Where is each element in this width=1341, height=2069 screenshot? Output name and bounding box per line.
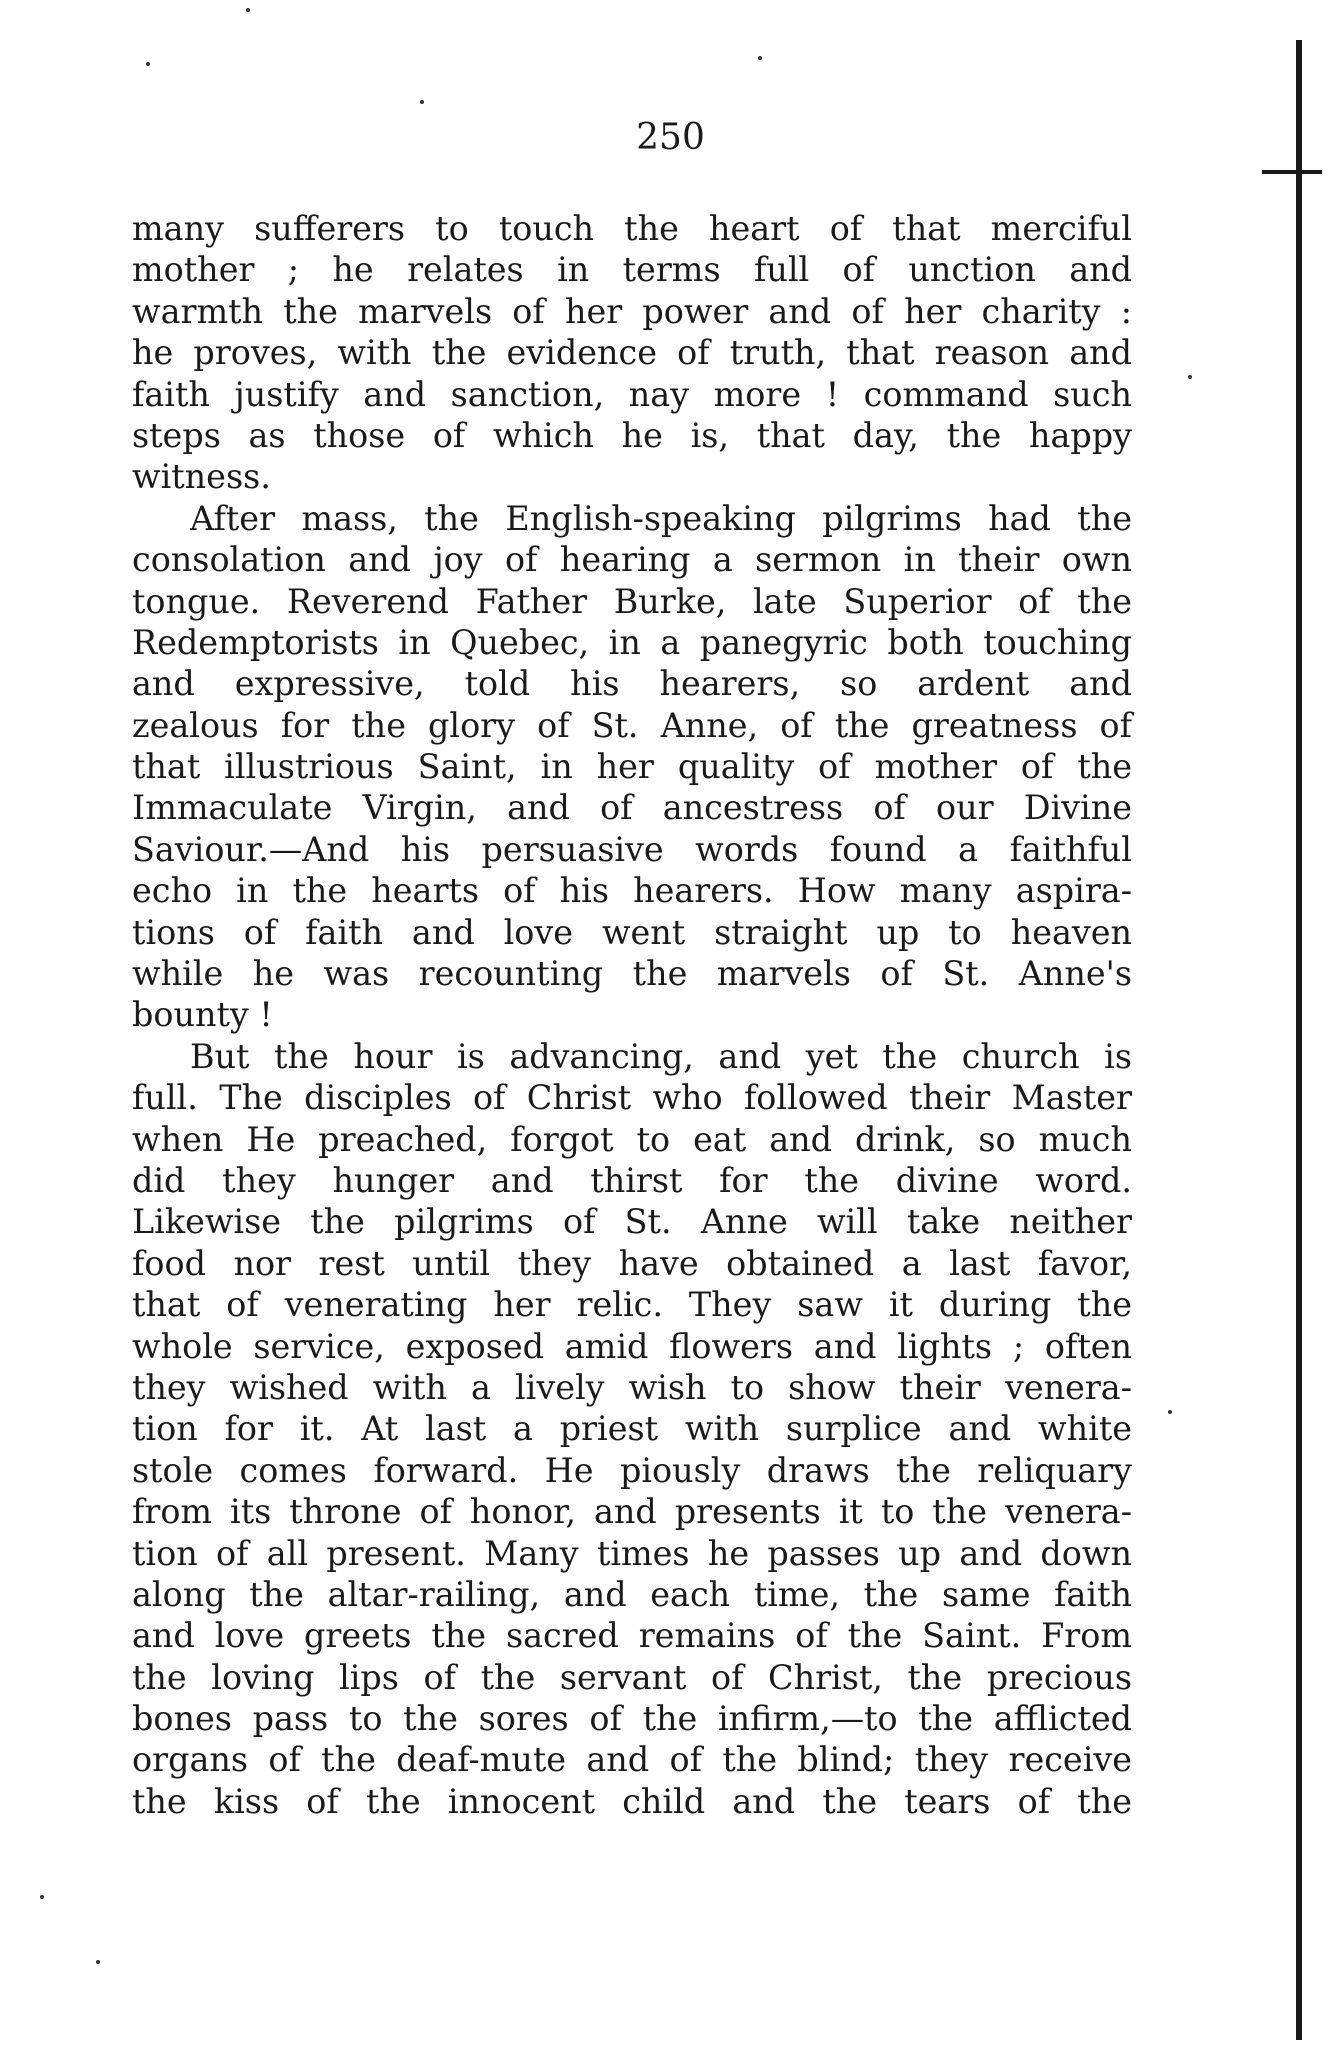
scan-speck <box>96 1960 100 1964</box>
scan-speck <box>1168 1410 1172 1414</box>
text-line: faith justify and sanction, nay more ! command such <box>132 374 1132 414</box>
page-edge-mark <box>1262 170 1322 174</box>
text-line: many sufferers to touch the heart of that merciful <box>132 209 1132 248</box>
text-line: tion for it. At last a priest with surplice and white <box>132 1409 1132 1449</box>
text-line: from its throne of honor, and presents it to the venera- <box>132 1492 1132 1532</box>
text-line: they wished with a lively wish to show their venera- <box>132 1367 1132 1407</box>
text-line: bones pass to the sores of the infirm,—to the afflicted <box>132 1699 1132 1739</box>
text-line: warmth the marvels of her power and of her charity : <box>132 291 1132 331</box>
scan-speck <box>1188 375 1192 379</box>
text-line: Redemptorists in Quebec, in a panegyric both touching <box>132 622 1132 662</box>
page-number: 250 <box>636 117 705 158</box>
text-line: organs of the deaf-mute and of the blind; they receive <box>132 1740 1132 1780</box>
text-line: But the hour is advancing, and yet the church is <box>190 1036 1132 1076</box>
page-edge-shadow <box>1296 40 1302 2040</box>
text-line: stole comes forward. He piously draws the reliquary <box>132 1450 1132 1490</box>
text-line: while he was recounting the marvels of St. Anne's <box>132 954 1132 994</box>
text-line: full. The disciples of Christ who followed their Master <box>132 1078 1132 1118</box>
scan-speck <box>146 62 150 66</box>
text-line: zealous for the glory of St. Anne, of the greatness of <box>132 705 1132 745</box>
text-line: and expressive, told his hearers, so ardent and <box>132 664 1132 704</box>
text-line: along the altar-railing, and each time, the same faith <box>132 1574 1132 1614</box>
text-line: the kiss of the innocent child and the tears of the <box>132 1781 1132 1821</box>
text-line: and love greets the sacred remains of the Saint. From <box>132 1616 1132 1656</box>
body-text <box>132 208 1132 1822</box>
scan-speck <box>758 56 762 60</box>
scan-speck <box>246 8 250 12</box>
scan-speck <box>420 100 424 104</box>
text-line: witness. <box>132 457 271 497</box>
text-line: Saviour.—And his persuasive words found a faithful <box>132 829 1132 869</box>
text-line: food nor rest until they have obtained a last favor, <box>132 1243 1132 1283</box>
text-line: the loving lips of the servant of Christ, the precious <box>132 1657 1132 1697</box>
text-line: echo in the hearts of his hearers. How many aspira- <box>132 871 1132 911</box>
text-line: tion of all present. Many times he passes up and down <box>132 1533 1132 1573</box>
text-line: After mass, the English-speaking pilgrims had the <box>190 498 1132 538</box>
text-line: steps as those of which he is, that day, the happy <box>132 415 1132 455</box>
text-line: bounty ! <box>132 995 273 1035</box>
text-line: tongue. Reverend Father Burke, late Superior of the <box>132 581 1132 621</box>
text-line: that illustrious Saint, in her quality of mother of the <box>132 747 1132 787</box>
text-line: whole service, exposed amid flowers and lights ; often <box>132 1326 1132 1366</box>
text-line: consolation and joy of hearing a sermon in their own <box>132 540 1132 580</box>
text-line: did they hunger and thirst for the divine word. <box>132 1160 1132 1200</box>
text-line: tions of faith and love went straight up to heaven <box>132 912 1132 952</box>
text-line: when He preached, forgot to eat and drink, so much <box>132 1119 1132 1159</box>
text-line: mother ; he relates in terms full of unction and <box>132 250 1132 290</box>
text-line: Immaculate Virgin, and of ancestress of our Divine <box>132 788 1132 828</box>
scan-speck <box>40 1895 44 1899</box>
text-line: he proves, with the evidence of truth, that reason and <box>132 333 1132 373</box>
text-line: that of venerating her relic. They saw it during the <box>132 1285 1132 1325</box>
text-line: Likewise the pilgrims of St. Anne will take neither <box>132 1202 1132 1242</box>
